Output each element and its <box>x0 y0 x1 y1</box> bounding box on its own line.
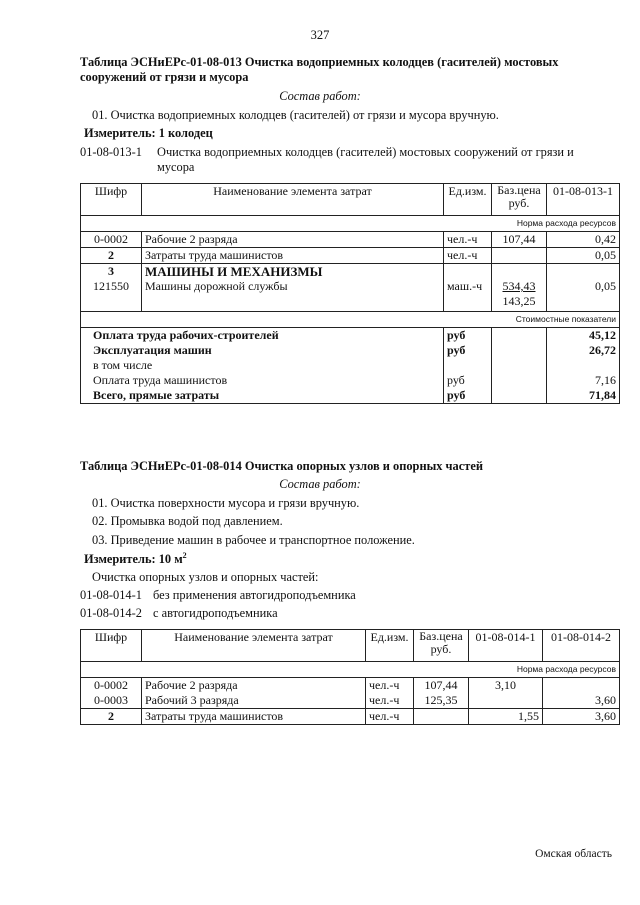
row-code: 2 <box>81 248 142 264</box>
machine-value: 0,05 <box>547 279 620 311</box>
row-unit: чел.-ч <box>366 678 414 694</box>
row-value-2 <box>543 678 620 694</box>
row-code: 0-0002 <box>81 232 142 248</box>
section-code: 3 <box>81 264 142 280</box>
header-col1: 01-08-014-1 <box>469 630 543 662</box>
header-unit: Ед.изм. <box>444 184 492 216</box>
table1-header-row <box>81 184 620 216</box>
cost-value: 7,16 <box>547 373 620 388</box>
table2-step: 02. Промывка водой под давлением. <box>92 514 283 528</box>
row-code: 0-0002 <box>81 678 142 694</box>
table-row <box>81 248 620 264</box>
row-value: 0,05 <box>547 248 620 264</box>
table2-variant-desc: с автогидроподъемника <box>153 606 278 620</box>
table1-meter: Измеритель: 1 колодец <box>84 126 213 140</box>
row-price: 107,44 <box>414 678 469 694</box>
row-name: Рабочий 3 разряда <box>142 693 366 709</box>
cost-name: Оплата труда рабочих-строителей <box>81 327 444 343</box>
header-unit: Ед.изм. <box>366 630 414 662</box>
row-value-1 <box>469 693 543 709</box>
cost-row <box>81 343 620 358</box>
header-name: Наименование элемента затрат <box>142 630 366 662</box>
cost-label-row <box>81 311 620 327</box>
table-row <box>81 693 620 709</box>
header-cipher: Шифр <box>81 184 142 216</box>
table2-step: 01. Очистка поверхности мусора и грязи вручную. <box>92 496 360 510</box>
cost-unit: руб <box>444 327 492 343</box>
row-value-1: 1,55 <box>469 709 543 725</box>
row-price <box>492 248 547 264</box>
norm-label: Норма расхода ресурсов <box>81 662 620 678</box>
table2-intro: Очистка опорных узлов и опорных частей: <box>92 570 319 584</box>
row-unit: чел.-ч <box>444 232 492 248</box>
table2-composition-title: Состав работ: <box>279 477 361 491</box>
cost-unit: руб <box>444 373 492 388</box>
table-row <box>81 279 620 311</box>
cost-name: Всего, прямые затраты <box>81 388 444 404</box>
row-name: Рабочие 2 разряда <box>142 678 366 694</box>
cost-row <box>81 358 620 373</box>
cost-unit: руб <box>444 388 492 404</box>
row-price: 125,35 <box>414 693 469 709</box>
header-col1: 01-08-013-1 <box>547 184 620 216</box>
table1-code-desc-1: Очистка водоприемных колодцев (гасителей) мостовых сооружений от грязи и <box>157 145 574 159</box>
header-price: Баз.цена руб. <box>414 630 469 662</box>
row-unit: чел.-ч <box>444 248 492 264</box>
cost-row <box>81 327 620 343</box>
norm-label-row <box>81 662 620 678</box>
row-value-2: 3,60 <box>543 709 620 725</box>
table-row <box>81 264 620 280</box>
table2-variant-code: 01-08-014-2 <box>80 606 142 620</box>
table2-header-row <box>81 630 620 662</box>
table1-title: Таблица ЭСНиЕРс-01-08-013 Очистка водоприемных колодцев (гасителей) мостовых сооружений от грязи и мусора <box>80 55 559 84</box>
cost-value: 26,72 <box>547 343 620 358</box>
machine-price: 534,43 143,25 <box>492 279 547 311</box>
row-value-1: 3,10 <box>469 678 543 694</box>
header-cipher: Шифр <box>81 630 142 662</box>
machine-name: Машины дорожной службы <box>142 279 444 311</box>
table2-meter: Измеритель: 10 $м^2$ <box>84 551 187 567</box>
table-row <box>81 232 620 248</box>
table1-code: 01-08-013-1 <box>80 145 142 159</box>
table-row <box>81 709 620 725</box>
section-name: МАШИНЫ И МЕХАНИЗМЫ <box>142 264 444 280</box>
table2-variant-desc: без применения автогидроподъемника <box>153 588 356 602</box>
machine-unit: маш.-ч <box>444 279 492 311</box>
table-row <box>81 678 620 694</box>
row-price <box>414 709 469 725</box>
cost-row <box>81 373 620 388</box>
norm-label-row <box>81 216 620 232</box>
table2-title: Таблица ЭСНиЕРс-01-08-014 Очистка опорных узлов и опорных частей <box>80 459 483 473</box>
table1-composition-title: Состав работ: <box>279 89 361 103</box>
header-name: Наименование элемента затрат <box>142 184 444 216</box>
row-code: 2 <box>81 709 142 725</box>
cost-value: 71,84 <box>547 388 620 404</box>
cost-name: Оплата труда машинистов <box>81 373 444 388</box>
header-col2: 01-08-014-2 <box>543 630 620 662</box>
cost-row <box>81 388 620 404</box>
machine-code: 121550 <box>81 279 142 311</box>
cost-unit: руб <box>444 343 492 358</box>
row-code: 0-0003 <box>81 693 142 709</box>
row-name: Рабочие 2 разряда <box>142 232 444 248</box>
row-unit: чел.-ч <box>366 709 414 725</box>
row-price: 107,44 <box>492 232 547 248</box>
table2-variant-code: 01-08-014-1 <box>80 588 142 602</box>
cost-name: Эксплуатация машин <box>81 343 444 358</box>
footer-region: Омская область <box>535 848 612 860</box>
cost-label: Стоимостные показатели <box>81 311 620 327</box>
row-name: Затраты труда машинистов <box>142 248 444 264</box>
cost-value: 45,12 <box>547 327 620 343</box>
cost-name: в том числе <box>81 358 444 373</box>
row-value-2: 3,60 <box>543 693 620 709</box>
row-value: 0,42 <box>547 232 620 248</box>
table1 <box>80 183 620 404</box>
page-number: 327 <box>310 28 330 42</box>
row-unit: чел.-ч <box>366 693 414 709</box>
header-price: Баз.цена руб. <box>492 184 547 216</box>
row-name: Затраты труда машинистов <box>142 709 366 725</box>
table1-code-desc-2: мусора <box>157 160 195 174</box>
norm-label: Норма расхода ресурсов <box>81 216 620 232</box>
table2-step: 03. Приведение машин в рабочее и транспортное положение. <box>92 533 415 547</box>
table2 <box>80 629 620 725</box>
table1-step: 01. Очистка водоприемных колодцев (гасителей) от грязи и мусора вручную. <box>92 108 499 122</box>
